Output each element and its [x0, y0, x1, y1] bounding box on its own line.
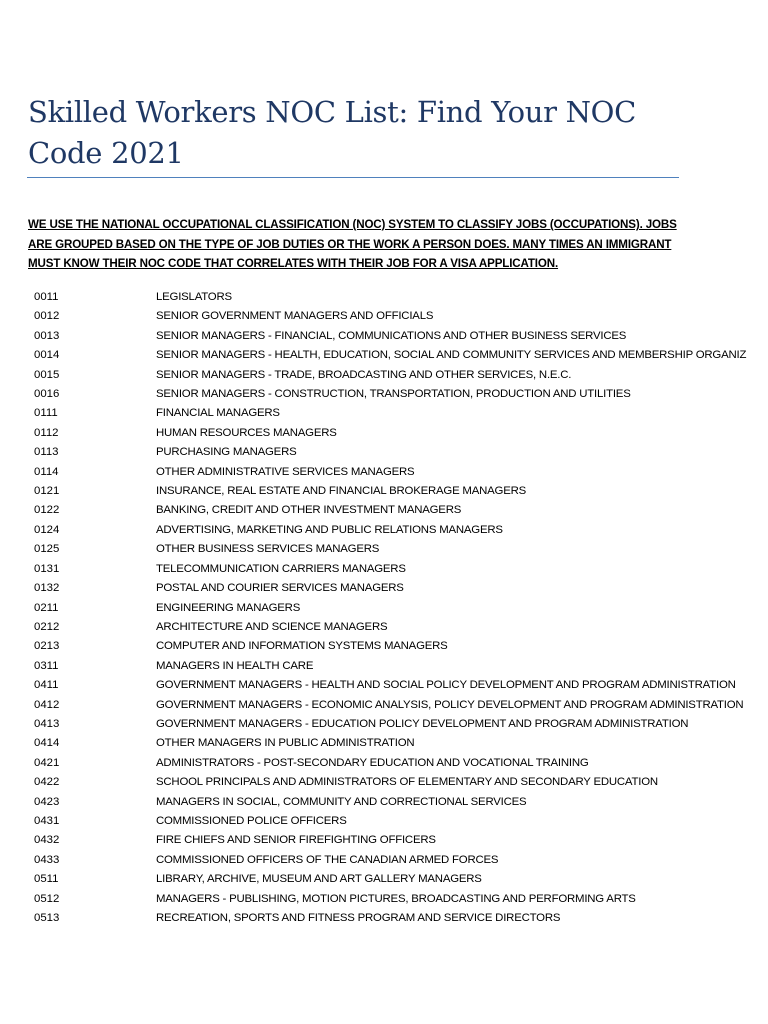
noc-occupation-title: SENIOR MANAGERS - HEALTH, EDUCATION, SOCIAL AND COMMUNITY SERVICES AND MEMBERSHIP ORGANIZ — [156, 349, 747, 362]
noc-occupation-title: COMMISSIONED OFFICERS OF THE CANADIAN ARMED FORCES — [156, 853, 499, 866]
noc-row — [34, 870, 768, 889]
noc-code: 0432 — [34, 834, 60, 847]
noc-code: 0433 — [34, 853, 60, 866]
noc-code: 0013 — [34, 329, 60, 342]
noc-row — [34, 793, 768, 812]
noc-row — [34, 560, 768, 579]
noc-row — [34, 366, 768, 385]
noc-row — [34, 696, 768, 715]
noc-code: 0112 — [34, 426, 59, 439]
noc-row — [34, 909, 768, 928]
noc-occupation-title: MANAGERS IN SOCIAL, COMMUNITY AND CORRECTIONAL SERVICES — [156, 795, 527, 808]
noc-code: 0421 — [34, 756, 60, 769]
intro-paragraph: WE USE THE NATIONAL OCCUPATIONAL CLASSIFICATION (NOC) SYSTEM TO CLASSIFY JOBS (OCCUPATIONS). JOBS ARE GROUPED BASED ON THE TYPE OF JOB DUTIES OR THE WORK A PERSON DOES. MANY TIMES AN IMMIGRANT MUST KNOW THEIR NOC CODE THAT CORRELATES WITH THEIR JOB FOR A VISA APPLICATION. — [28, 218, 677, 271]
noc-code: 0431 — [34, 814, 60, 827]
noc-code: 0111 — [34, 407, 58, 420]
noc-row — [34, 754, 768, 773]
noc-code: 0012 — [34, 310, 60, 323]
noc-row — [34, 831, 768, 850]
noc-code: 0513 — [34, 912, 60, 924]
noc-occupation-title: SENIOR MANAGERS - TRADE, BROADCASTING AND OTHER SERVICES, N.E.C. — [156, 368, 572, 381]
noc-row — [34, 618, 768, 637]
noc-occupation-title: MANAGERS IN HEALTH CARE — [156, 659, 314, 672]
noc-row — [34, 463, 768, 482]
noc-occupation-title: OTHER MANAGERS IN PUBLIC ADMINISTRATION — [156, 737, 415, 750]
noc-code: 0113 — [34, 446, 59, 459]
noc-row — [34, 890, 768, 909]
noc-row — [34, 404, 768, 423]
noc-row — [34, 812, 768, 831]
noc-code: 0014 — [34, 349, 60, 362]
noc-occupation-title: COMPUTER AND INFORMATION SYSTEMS MANAGERS — [156, 640, 448, 653]
noc-code: 0125 — [34, 543, 60, 556]
noc-row — [34, 657, 768, 676]
noc-code: 0011 — [34, 291, 59, 303]
noc-occupation-title: PURCHASING MANAGERS — [156, 446, 297, 459]
noc-row — [34, 385, 768, 404]
noc-code: 0411 — [34, 679, 59, 692]
noc-code: 0131 — [34, 562, 60, 575]
noc-row — [34, 599, 768, 618]
noc-occupation-title: SENIOR MANAGERS - FINANCIAL, COMMUNICATIONS AND OTHER BUSINESS SERVICES — [156, 329, 627, 342]
noc-row — [34, 851, 768, 870]
noc-row — [34, 734, 768, 753]
noc-code: 0211 — [34, 601, 59, 614]
noc-row — [34, 501, 768, 520]
noc-code: 0121 — [34, 485, 60, 498]
noc-occupation-title: FINANCIAL MANAGERS — [156, 407, 280, 420]
noc-code: 0512 — [34, 892, 60, 905]
noc-row — [34, 443, 768, 462]
noc-occupation-title: MANAGERS - PUBLISHING, MOTION PICTURES, BROADCASTING AND PERFORMING ARTS — [156, 892, 636, 905]
noc-code: 0212 — [34, 620, 60, 633]
noc-occupation-title: GOVERNMENT MANAGERS - ECONOMIC ANALYSIS, POLICY DEVELOPMENT AND PROGRAM ADMINISTRATION — [156, 698, 744, 711]
noc-occupation-title: RECREATION, SPORTS AND FITNESS PROGRAM AND SERVICE DIRECTORS — [156, 912, 561, 924]
noc-row — [34, 424, 768, 443]
noc-row — [34, 540, 768, 559]
noc-row — [34, 521, 768, 540]
noc-code: 0016 — [34, 388, 60, 401]
noc-code: 0423 — [34, 795, 60, 808]
noc-code: 0124 — [34, 523, 60, 536]
noc-code: 0213 — [34, 640, 60, 653]
noc-row — [34, 773, 768, 792]
noc-code: 0414 — [34, 737, 60, 750]
noc-row — [34, 637, 768, 656]
noc-occupation-title: ADVERTISING, MARKETING AND PUBLIC RELATIONS MANAGERS — [156, 523, 503, 536]
noc-occupation-title: ADMINISTRATORS - POST-SECONDARY EDUCATION AND VOCATIONAL TRAINING — [156, 756, 589, 769]
noc-occupation-title: POSTAL AND COURIER SERVICES MANAGERS — [156, 582, 404, 595]
noc-code: 0114 — [34, 465, 59, 478]
noc-row — [34, 579, 768, 598]
page-title: Skilled Workers NOC List: Find Your NOC Code 2021 — [28, 95, 637, 170]
noc-row — [34, 288, 768, 307]
noc-code: 0511 — [34, 873, 59, 886]
noc-occupation-title: SENIOR MANAGERS - CONSTRUCTION, TRANSPORTATION, PRODUCTION AND UTILITIES — [156, 388, 631, 401]
noc-occupation-title: SENIOR GOVERNMENT MANAGERS AND OFFICIALS — [156, 310, 434, 323]
noc-row — [34, 715, 768, 734]
noc-code: 0413 — [34, 717, 60, 730]
noc-code: 0412 — [34, 698, 60, 711]
noc-row — [34, 482, 768, 501]
noc-occupation-title: LIBRARY, ARCHIVE, MUSEUM AND ART GALLERY MANAGERS — [156, 873, 482, 886]
noc-code: 0132 — [34, 582, 60, 595]
noc-occupation-title: ARCHITECTURE AND SCIENCE MANAGERS — [156, 620, 388, 633]
noc-code: 0422 — [34, 776, 60, 789]
noc-occupation-title: LEGISLATORS — [156, 291, 232, 303]
noc-occupation-title: HUMAN RESOURCES MANAGERS — [156, 426, 337, 439]
noc-row — [34, 307, 768, 326]
noc-occupation-title: FIRE CHIEFS AND SENIOR FIREFIGHTING OFFICERS — [156, 834, 436, 847]
noc-row — [34, 327, 768, 346]
noc-code: 0015 — [34, 368, 60, 381]
noc-code: 0122 — [34, 504, 60, 517]
noc-occupation-title: TELECOMMUNICATION CARRIERS MANAGERS — [156, 562, 406, 575]
noc-occupation-title: ENGINEERING MANAGERS — [156, 601, 301, 614]
noc-occupation-title: SCHOOL PRINCIPALS AND ADMINISTRATORS OF ELEMENTARY AND SECONDARY EDUCATION — [156, 776, 658, 789]
noc-row — [34, 676, 768, 695]
noc-occupation-title: GOVERNMENT MANAGERS - EDUCATION POLICY DEVELOPMENT AND PROGRAM ADMINISTRATION — [156, 717, 689, 730]
noc-row — [34, 346, 768, 365]
noc-occupation-title: OTHER ADMINISTRATIVE SERVICES MANAGERS — [156, 465, 415, 478]
noc-occupation-title: COMMISSIONED POLICE OFFICERS — [156, 814, 347, 827]
noc-code-list — [34, 288, 768, 928]
noc-occupation-title: GOVERNMENT MANAGERS - HEALTH AND SOCIAL POLICY DEVELOPMENT AND PROGRAM ADMINISTRATION — [156, 679, 736, 692]
noc-occupation-title: OTHER BUSINESS SERVICES MANAGERS — [156, 543, 380, 556]
title-divider — [27, 177, 679, 178]
noc-code: 0311 — [34, 659, 59, 672]
noc-occupation-title: BANKING, CREDIT AND OTHER INVESTMENT MANAGERS — [156, 504, 462, 517]
noc-occupation-title: INSURANCE, REAL ESTATE AND FINANCIAL BROKERAGE MANAGERS — [156, 485, 527, 498]
